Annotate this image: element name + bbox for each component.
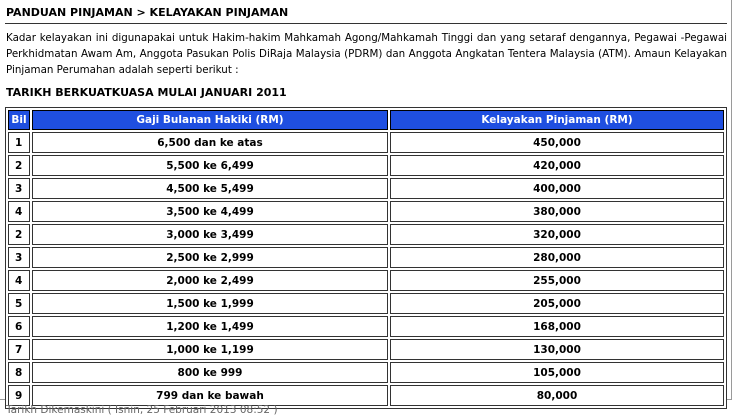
cell-salary: 5,500 ke 6,499 xyxy=(32,155,388,176)
last-updated: Tarikh Dikemaskini ( Isnin, 25 Februari 2013 08:52 ) xyxy=(6,404,278,416)
cell-bil: 2 xyxy=(8,155,30,176)
cell-loan: 130,000 xyxy=(390,339,724,360)
cell-salary: 1,200 ke 1,499 xyxy=(32,316,388,337)
table-row xyxy=(8,293,724,314)
cell-salary: 2,500 ke 2,999 xyxy=(32,247,388,268)
cell-bil: 4 xyxy=(8,270,30,291)
cell-bil: 8 xyxy=(8,362,30,383)
intro-paragraph: Kadar kelayakan ini digunapakai untuk Hakim-hakim Mahkamah Agong/Mahkamah Tinggi dan yang setaraf dengannya, Pegawai -Pegawai Perkhidmatan Awam Am, Anggota Pasukan Polis DiRaja Malaysia (PDRM) dan Anggota Angkatan Tentera Malaysia (ATM). Amaun Kelayakan Pinjaman Perumahan adalah seperti berikut : xyxy=(6,32,727,76)
cell-salary: 1,000 ke 1,199 xyxy=(32,339,388,360)
table-row xyxy=(8,270,724,291)
header-salary: Gaji Bulanan Hakiki (RM) xyxy=(32,110,388,130)
table-row xyxy=(8,385,724,406)
cell-salary: 799 dan ke bawah xyxy=(32,385,388,406)
cell-salary: 4,500 ke 5,499 xyxy=(32,178,388,199)
cell-salary: 800 ke 999 xyxy=(32,362,388,383)
cell-loan: 450,000 xyxy=(390,132,724,153)
cell-salary: 6,500 dan ke atas xyxy=(32,132,388,153)
cell-loan: 380,000 xyxy=(390,201,724,222)
cell-loan: 168,000 xyxy=(390,316,724,337)
table-row xyxy=(8,155,724,176)
table-row xyxy=(8,224,724,245)
cell-bil: 3 xyxy=(8,178,30,199)
table-row xyxy=(8,339,724,360)
cell-bil: 3 xyxy=(8,247,30,268)
table-row xyxy=(8,362,724,383)
cell-salary: 3,000 ke 3,499 xyxy=(32,224,388,245)
cell-bil: 9 xyxy=(8,385,30,406)
cell-bil: 4 xyxy=(8,201,30,222)
cell-loan: 320,000 xyxy=(390,224,724,245)
cell-loan: 205,000 xyxy=(390,293,724,314)
cell-bil: 7 xyxy=(8,339,30,360)
cell-loan: 255,000 xyxy=(390,270,724,291)
table-row xyxy=(8,132,724,153)
table-body xyxy=(8,132,724,406)
cell-salary: 3,500 ke 4,499 xyxy=(32,201,388,222)
cell-loan: 80,000 xyxy=(390,385,724,406)
cell-bil: 5 xyxy=(8,293,30,314)
table-row xyxy=(8,316,724,337)
cell-salary: 1,500 ke 1,999 xyxy=(32,293,388,314)
cell-bil: 6 xyxy=(8,316,30,337)
cell-loan: 420,000 xyxy=(390,155,724,176)
header-loan: Kelayakan Pinjaman (RM) xyxy=(390,110,724,130)
table-header-row xyxy=(8,110,724,130)
cell-bil: 1 xyxy=(8,132,30,153)
table-row xyxy=(8,201,724,222)
cell-salary: 2,000 ke 2,499 xyxy=(32,270,388,291)
table-row xyxy=(8,247,724,268)
cell-loan: 280,000 xyxy=(390,247,724,268)
cell-bil: 2 xyxy=(8,224,30,245)
loan-eligibility-table xyxy=(5,107,727,409)
cell-loan: 400,000 xyxy=(390,178,724,199)
page-title: PANDUAN PINJAMAN > KELAYAKAN PINJAMAN xyxy=(6,6,289,19)
table-row xyxy=(8,178,724,199)
title-divider xyxy=(5,23,727,24)
effective-date-heading: TARIKH BERKUATKUASA MULAI JANUARI 2011 xyxy=(6,86,287,99)
header-bil: Bil xyxy=(8,110,30,130)
cell-loan: 105,000 xyxy=(390,362,724,383)
